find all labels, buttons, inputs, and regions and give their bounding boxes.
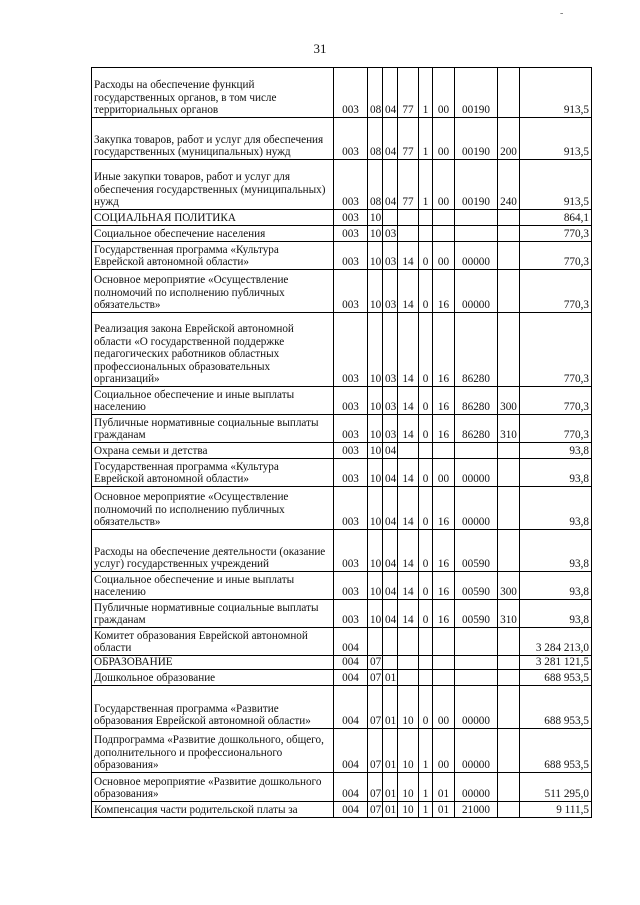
row-name: СОЦИАЛЬНАЯ ПОЛИТИКА: [92, 210, 334, 226]
code-section: 10: [368, 387, 383, 415]
code-department: 004: [334, 656, 368, 670]
code-department: 004: [334, 686, 368, 729]
table-row: [92, 729, 592, 773]
row-name: Публичные нормативные социальные выплаты гражданам: [92, 415, 334, 443]
code-expense-type: 200: [498, 118, 520, 160]
code-subsection: 01: [383, 773, 398, 802]
code-expense-type: [498, 270, 520, 313]
code-section: 08: [368, 160, 383, 210]
code-program: 10: [398, 802, 419, 818]
code-subsection: [383, 210, 398, 226]
code-program: 14: [398, 459, 419, 487]
code-subprogram: 1: [419, 773, 433, 802]
code-section: 10: [368, 487, 383, 530]
code-section: 07: [368, 773, 383, 802]
code-expense-type: [498, 242, 520, 270]
code-direction: 00590: [455, 572, 498, 600]
code-direction: [455, 628, 498, 656]
row-amount: 913,5: [520, 68, 592, 118]
corner-mark: -: [560, 8, 564, 19]
code-activity: 00: [433, 118, 455, 160]
code-direction: 86280: [455, 415, 498, 443]
code-subprogram: 1: [419, 118, 433, 160]
code-activity: [433, 210, 455, 226]
code-subsection: 04: [383, 68, 398, 118]
code-expense-type: 300: [498, 572, 520, 600]
table-row: [92, 487, 592, 530]
row-amount: 9 111,5: [520, 802, 592, 818]
code-subsection: 01: [383, 686, 398, 729]
code-department: 003: [334, 530, 368, 572]
table-body: [92, 68, 592, 818]
code-program: [398, 670, 419, 686]
code-subprogram: 1: [419, 802, 433, 818]
code-subsection: 03: [383, 270, 398, 313]
code-subprogram: [419, 210, 433, 226]
code-department: 003: [334, 210, 368, 226]
code-section: 07: [368, 670, 383, 686]
row-amount: 511 295,0: [520, 773, 592, 802]
code-activity: 00: [433, 160, 455, 210]
row-name: Охрана семьи и детства: [92, 443, 334, 459]
code-section: [368, 628, 383, 656]
table-row: [92, 210, 592, 226]
code-subsection: 01: [383, 670, 398, 686]
code-subsection: 03: [383, 242, 398, 270]
row-name: Государственная программа «Развитие образования Еврейской автономной области»: [92, 686, 334, 729]
code-activity: 16: [433, 270, 455, 313]
code-subsection: 03: [383, 313, 398, 387]
row-amount: 688 953,5: [520, 670, 592, 686]
code-direction: 00190: [455, 160, 498, 210]
code-subsection: [383, 656, 398, 670]
code-subprogram: 0: [419, 459, 433, 487]
row-name: Государственная программа «Культура Еврейской автономной области»: [92, 242, 334, 270]
code-subsection: 04: [383, 487, 398, 530]
code-program: 14: [398, 600, 419, 628]
code-subprogram: 1: [419, 160, 433, 210]
row-amount: 93,8: [520, 443, 592, 459]
code-expense-type: [498, 773, 520, 802]
code-department: 003: [334, 242, 368, 270]
table-row: [92, 242, 592, 270]
table-row: [92, 656, 592, 670]
code-section: 10: [368, 600, 383, 628]
code-subprogram: 1: [419, 68, 433, 118]
row-amount: 93,8: [520, 600, 592, 628]
code-section: 10: [368, 226, 383, 242]
row-amount: 93,8: [520, 487, 592, 530]
code-direction: [455, 210, 498, 226]
code-program: 14: [398, 487, 419, 530]
row-amount: 93,8: [520, 530, 592, 572]
code-subsection: 03: [383, 387, 398, 415]
code-department: 003: [334, 487, 368, 530]
code-department: 003: [334, 118, 368, 160]
code-direction: 00190: [455, 68, 498, 118]
code-section: 10: [368, 415, 383, 443]
code-subsection: 01: [383, 729, 398, 773]
table-row: [92, 686, 592, 729]
code-section: 07: [368, 729, 383, 773]
code-subsection: 04: [383, 572, 398, 600]
code-subprogram: [419, 226, 433, 242]
code-subsection: 04: [383, 459, 398, 487]
code-program: 10: [398, 686, 419, 729]
code-subsection: 04: [383, 600, 398, 628]
code-expense-type: [498, 628, 520, 656]
code-direction: 21000: [455, 802, 498, 818]
code-expense-type: [498, 68, 520, 118]
code-expense-type: [498, 729, 520, 773]
row-name: Расходы на обеспечение деятельности (оказание услуг) государственных учреждений: [92, 530, 334, 572]
row-name: Расходы на обеспечение функций государственных органов, в том числе территориальных органов: [92, 68, 334, 118]
code-program: [398, 443, 419, 459]
code-direction: 00590: [455, 600, 498, 628]
table-row: [92, 628, 592, 656]
code-direction: [455, 226, 498, 242]
table-row: [92, 313, 592, 387]
code-section: 10: [368, 270, 383, 313]
code-activity: 16: [433, 572, 455, 600]
code-section: 10: [368, 530, 383, 572]
code-program: 77: [398, 160, 419, 210]
row-amount: 93,8: [520, 572, 592, 600]
table-row: [92, 270, 592, 313]
code-direction: 00000: [455, 242, 498, 270]
row-name: Дошкольное образование: [92, 670, 334, 686]
code-program: 77: [398, 118, 419, 160]
row-amount: 3 281 121,5: [520, 656, 592, 670]
code-subsection: 03: [383, 226, 398, 242]
code-direction: 00000: [455, 729, 498, 773]
code-subprogram: 0: [419, 387, 433, 415]
code-department: 003: [334, 443, 368, 459]
code-program: [398, 656, 419, 670]
code-activity: 16: [433, 313, 455, 387]
code-direction: 00000: [455, 686, 498, 729]
row-name: Государственная программа «Культура Еврейской автономной области»: [92, 459, 334, 487]
code-subprogram: [419, 670, 433, 686]
code-expense-type: [498, 487, 520, 530]
table-row: [92, 773, 592, 802]
code-department: 004: [334, 670, 368, 686]
code-department: 004: [334, 802, 368, 818]
row-amount: 770,3: [520, 387, 592, 415]
code-subprogram: 1: [419, 729, 433, 773]
code-subsection: 01: [383, 802, 398, 818]
table-row: [92, 572, 592, 600]
code-activity: 16: [433, 415, 455, 443]
code-program: 14: [398, 572, 419, 600]
code-direction: 00000: [455, 270, 498, 313]
table-row: [92, 600, 592, 628]
code-activity: [433, 628, 455, 656]
page-number: 31: [313, 41, 327, 56]
row-name: Реализация закона Еврейской автономной области «О государственной поддержке педагогических работников областных профессиональных образовательных организаций»: [92, 313, 334, 387]
code-activity: 01: [433, 773, 455, 802]
row-name: Социальное обеспечение населения: [92, 226, 334, 242]
code-program: 14: [398, 313, 419, 387]
code-activity: 16: [433, 387, 455, 415]
budget-table: [91, 67, 592, 818]
table-row: [92, 226, 592, 242]
code-activity: 01: [433, 802, 455, 818]
code-direction: 86280: [455, 387, 498, 415]
code-expense-type: 310: [498, 600, 520, 628]
row-amount: 770,3: [520, 313, 592, 387]
code-section: 10: [368, 459, 383, 487]
row-amount: 770,3: [520, 226, 592, 242]
code-program: 10: [398, 729, 419, 773]
code-expense-type: [498, 802, 520, 818]
code-direction: 00000: [455, 773, 498, 802]
code-section: 10: [368, 210, 383, 226]
code-expense-type: [498, 686, 520, 729]
code-direction: 00000: [455, 459, 498, 487]
code-direction: [455, 443, 498, 459]
code-section: 10: [368, 313, 383, 387]
code-activity: 00: [433, 729, 455, 773]
code-expense-type: [498, 656, 520, 670]
code-department: 003: [334, 459, 368, 487]
code-section: 07: [368, 656, 383, 670]
table-row: [92, 415, 592, 443]
code-subprogram: 0: [419, 530, 433, 572]
code-expense-type: [498, 530, 520, 572]
code-activity: 16: [433, 487, 455, 530]
row-name: Публичные нормативные социальные выплаты гражданам: [92, 600, 334, 628]
code-direction: [455, 656, 498, 670]
code-program: 14: [398, 530, 419, 572]
code-activity: 00: [433, 68, 455, 118]
code-section: 08: [368, 118, 383, 160]
code-section: 10: [368, 242, 383, 270]
code-department: 003: [334, 313, 368, 387]
table-row: [92, 530, 592, 572]
code-subprogram: 0: [419, 600, 433, 628]
code-activity: [433, 226, 455, 242]
code-department: 004: [334, 628, 368, 656]
table-row: [92, 387, 592, 415]
row-name: Основное мероприятие «Развитие дошкольного образования»: [92, 773, 334, 802]
code-section: 07: [368, 686, 383, 729]
table-row: [92, 68, 592, 118]
code-department: 003: [334, 160, 368, 210]
table-row: [92, 459, 592, 487]
code-subprogram: 0: [419, 313, 433, 387]
code-department: 003: [334, 226, 368, 242]
code-activity: [433, 443, 455, 459]
table-row: [92, 670, 592, 686]
row-name: Подпрограмма «Развитие дошкольного, общего, дополнительного и профессионального образования»: [92, 729, 334, 773]
code-expense-type: 300: [498, 387, 520, 415]
code-activity: 00: [433, 242, 455, 270]
code-subsection: 04: [383, 530, 398, 572]
table-row: [92, 118, 592, 160]
code-expense-type: [498, 459, 520, 487]
code-activity: [433, 656, 455, 670]
row-amount: 770,3: [520, 415, 592, 443]
code-program: [398, 226, 419, 242]
row-name: Компенсация части родительской платы за: [92, 802, 334, 818]
row-name: Иные закупки товаров, работ и услуг для обеспечения государственных (муниципальных) нужд: [92, 160, 334, 210]
code-department: 003: [334, 572, 368, 600]
code-subprogram: 0: [419, 487, 433, 530]
code-department: 003: [334, 68, 368, 118]
row-amount: 770,3: [520, 242, 592, 270]
code-department: 004: [334, 729, 368, 773]
row-amount: 913,5: [520, 118, 592, 160]
row-name: Основное мероприятие «Осуществление полномочий по исполнению публичных обязательств»: [92, 487, 334, 530]
code-subsection: 04: [383, 118, 398, 160]
code-program: 10: [398, 773, 419, 802]
code-subprogram: [419, 443, 433, 459]
code-activity: 00: [433, 459, 455, 487]
code-subsection: 04: [383, 443, 398, 459]
code-subprogram: [419, 628, 433, 656]
table-row: [92, 802, 592, 818]
code-program: [398, 628, 419, 656]
code-section: 10: [368, 572, 383, 600]
table-row: [92, 443, 592, 459]
code-expense-type: [498, 210, 520, 226]
code-direction: 00590: [455, 530, 498, 572]
row-amount: 864,1: [520, 210, 592, 226]
row-name: Закупка товаров, работ и услуг для обеспечения государственных (муниципальных) нужд: [92, 118, 334, 160]
code-expense-type: [498, 443, 520, 459]
code-section: 10: [368, 443, 383, 459]
code-direction: 00190: [455, 118, 498, 160]
row-amount: 93,8: [520, 459, 592, 487]
code-department: 003: [334, 415, 368, 443]
code-subprogram: [419, 656, 433, 670]
code-subprogram: 0: [419, 242, 433, 270]
code-subsection: 04: [383, 160, 398, 210]
code-program: 14: [398, 415, 419, 443]
row-name: Комитет образования Еврейской автономной области: [92, 628, 334, 656]
code-activity: [433, 670, 455, 686]
code-activity: 16: [433, 600, 455, 628]
row-amount: 688 953,5: [520, 686, 592, 729]
row-amount: 3 284 213,0: [520, 628, 592, 656]
row-name: Социальное обеспечение и иные выплаты населению: [92, 572, 334, 600]
code-program: 14: [398, 270, 419, 313]
code-expense-type: [498, 670, 520, 686]
row-amount: 688 953,5: [520, 729, 592, 773]
code-section: 07: [368, 802, 383, 818]
row-name: Основное мероприятие «Осуществление полномочий по исполнению публичных обязательств»: [92, 270, 334, 313]
code-direction: 00000: [455, 487, 498, 530]
code-activity: 16: [433, 530, 455, 572]
code-program: 14: [398, 387, 419, 415]
row-amount: 913,5: [520, 160, 592, 210]
code-subprogram: 0: [419, 415, 433, 443]
code-expense-type: 240: [498, 160, 520, 210]
code-subsection: [383, 628, 398, 656]
code-direction: [455, 670, 498, 686]
code-department: 003: [334, 387, 368, 415]
row-amount: 770,3: [520, 270, 592, 313]
code-department: 004: [334, 773, 368, 802]
code-expense-type: 310: [498, 415, 520, 443]
code-subprogram: 0: [419, 270, 433, 313]
code-program: [398, 210, 419, 226]
code-expense-type: [498, 313, 520, 387]
code-department: 003: [334, 600, 368, 628]
code-expense-type: [498, 226, 520, 242]
code-subprogram: 0: [419, 686, 433, 729]
code-subsection: 03: [383, 415, 398, 443]
code-department: 003: [334, 270, 368, 313]
table-row: [92, 160, 592, 210]
code-direction: 86280: [455, 313, 498, 387]
code-program: 14: [398, 242, 419, 270]
code-subprogram: 0: [419, 572, 433, 600]
row-name: ОБРАЗОВАНИЕ: [92, 656, 334, 670]
code-section: 08: [368, 68, 383, 118]
row-name: Социальное обеспечение и иные выплаты населению: [92, 387, 334, 415]
code-activity: 00: [433, 686, 455, 729]
code-program: 77: [398, 68, 419, 118]
